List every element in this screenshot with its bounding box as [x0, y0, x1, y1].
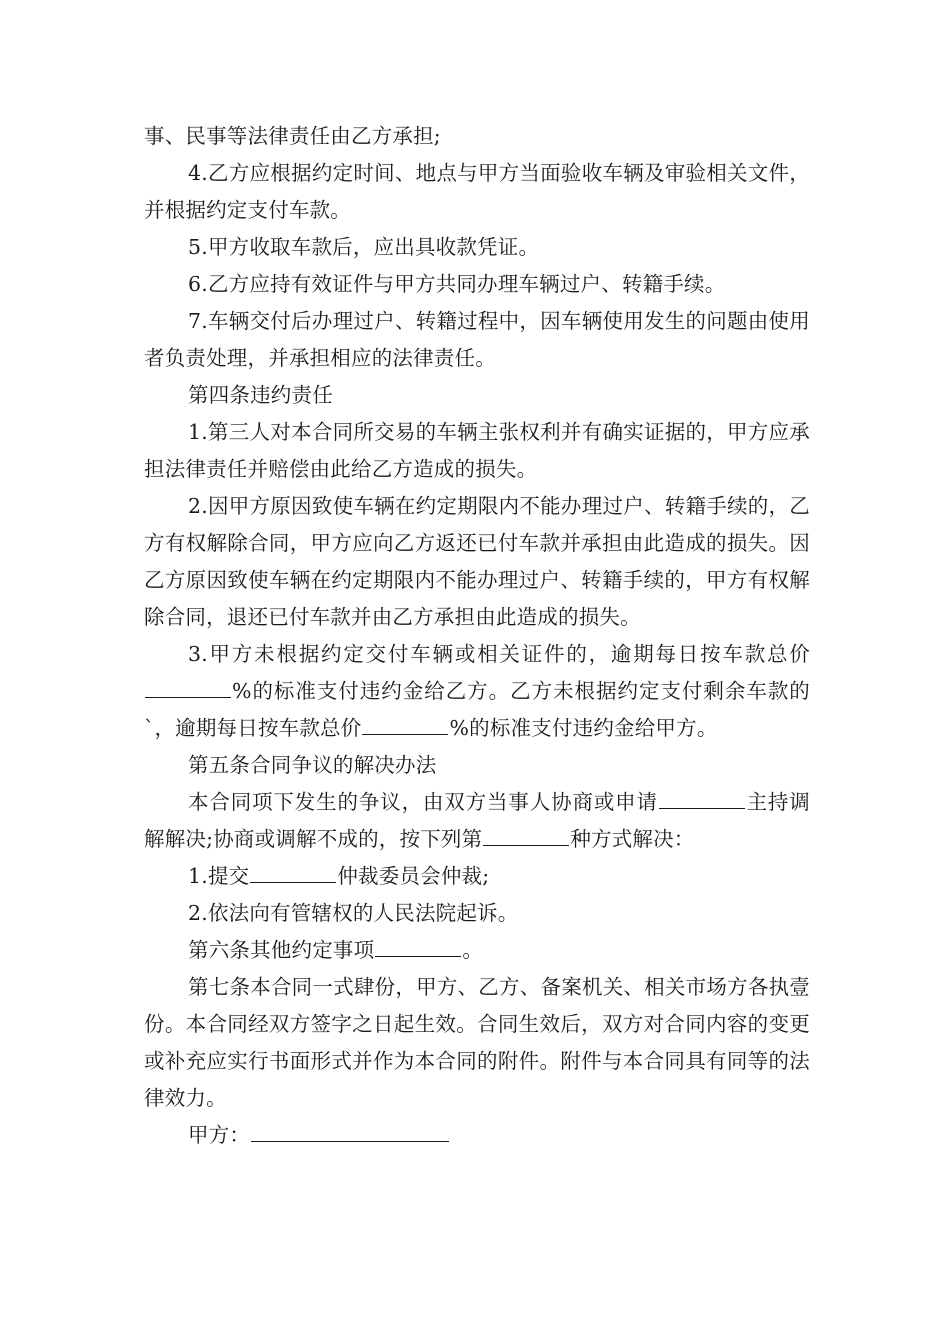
paragraph-dispute: [144, 784, 810, 858]
blank-party-a-signature[interactable]: [251, 1119, 449, 1142]
blank-other-terms[interactable]: [375, 934, 461, 957]
paragraph-clause-5: 5.甲方收取车款后，应出具收款凭证。: [188, 235, 540, 259]
breach-3-text-b: %的标准支付违约金给乙方。乙方未根据约定支付剩余车款的`，逾期每日按车款总价: [144, 679, 810, 740]
arbitration-text-b: 仲裁委员会仲裁;: [337, 864, 490, 888]
blank-penalty-rate-seller[interactable]: [145, 675, 231, 698]
dispute-text-b: 主持调解解决;协商或调解不成的，按下列第: [144, 790, 810, 851]
dispute-text-c: 种方式解决：: [570, 827, 695, 851]
blank-mediator[interactable]: [659, 786, 745, 809]
paragraph-arbitration: [144, 858, 810, 895]
breach-3-text-a: 3.甲方未根据约定交付车辆或相关证件的，逾期每日按车款总价: [188, 642, 810, 666]
paragraph-breach-3: [144, 636, 810, 747]
article-6-text: 第六条其他约定事项: [188, 938, 375, 962]
paragraph-breach-2: 2.因甲方原因致使车辆在约定期限内不能办理过户、转籍手续的，乙方有权解除合同，甲方应向乙方返还已付车款并承担由此造成的损失。因乙方原因致使车辆在约定期限内不能办理过户、转籍手续的，甲方有权解除合同，退还已付车款并由乙方承担由此造成的损失。: [144, 494, 810, 629]
paragraph-clause-7: 7.车辆交付后办理过户、转籍过程中，因车辆使用发生的问题由使用者负责处理，并承担相应的法律责任。: [144, 309, 810, 370]
blank-penalty-rate-buyer[interactable]: [362, 712, 448, 735]
paragraph-litigation: 2.依法向有管辖权的人民法院起诉。: [188, 901, 519, 925]
paragraph-article-7: 第七条本合同一式肆份，甲方、乙方、备案机关、相关市场方各执壹份。本合同经双方签字之日起生效。合同生效后，双方对合同内容的变更或补充应实行书面形式并作为本合同的附件。附件与本合同具有同等的法律效力。: [144, 975, 810, 1110]
breach-3-text-c: %的标准支付违约金给甲方。: [449, 716, 718, 740]
paragraph-breach-1: 1.第三人对本合同所交易的车辆主张权利并有确实证据的，甲方应承担法律责任并赔偿由此给乙方造成的损失。: [144, 420, 810, 481]
arbitration-text-a: 1.提交: [188, 864, 250, 888]
contract-page: [144, 118, 810, 1154]
dispute-text-a: 本合同项下发生的争议，由双方当事人协商或申请: [188, 790, 658, 814]
paragraph-clause-4: 4.乙方应根据约定时间、地点与甲方当面验收车辆及审验相关文件，并根据约定支付车款。: [144, 161, 810, 222]
article-6-period: 。: [462, 938, 484, 962]
heading-article-4: 第四条违约责任: [188, 383, 333, 407]
blank-arbitration-commission[interactable]: [250, 860, 336, 883]
blank-resolution-option[interactable]: [483, 823, 569, 846]
heading-article-5: 第五条合同争议的解决办法: [188, 753, 437, 777]
paragraph-liability-continued: 事、民事等法律责任由乙方承担;: [144, 124, 441, 148]
paragraph-article-6: [144, 932, 810, 969]
party-a-label: 甲方：: [188, 1123, 251, 1147]
signature-party-a: [144, 1117, 810, 1154]
paragraph-clause-6: 6.乙方应持有效证件与甲方共同办理车辆过户、转籍手续。: [188, 272, 726, 296]
